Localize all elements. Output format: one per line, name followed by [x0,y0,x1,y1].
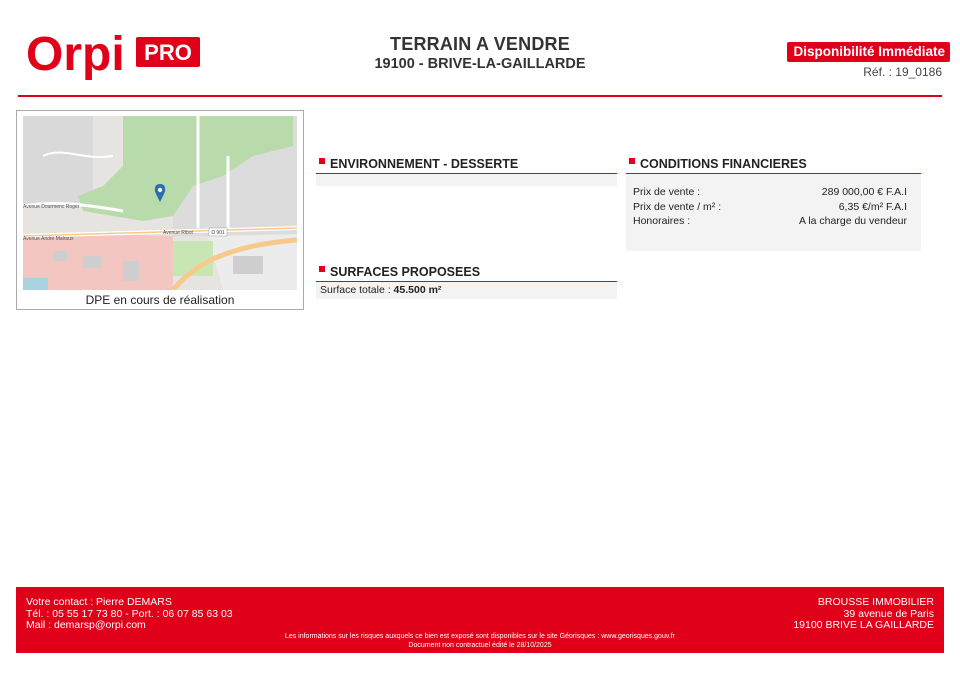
surface-label: Surface totale : [320,284,391,296]
edit-note: Document non contractuel édité le 28/10/2025 [408,641,552,649]
contact-phone[interactable]: Tél. : 05 55 17 73 80 - Port. : 06 07 85 63 03 [26,607,233,620]
section-surfaces [316,264,617,299]
map-street-label: Avenue André Malraux [23,236,74,242]
logo-pro-text: PRO [144,40,192,65]
reference-number: Réf. : 19_0186 [863,65,942,79]
footer [16,587,944,653]
header-divider [18,95,942,97]
dpe-caption: DPE en cours de réalisation [85,293,235,307]
section-body [626,174,921,251]
row-value: 6,35 €/m² F.A.I [838,200,907,213]
agency-city: 19100 BRIVE LA GAILLARDE [793,619,934,631]
page-title: TERRAIN A VENDRE [390,34,570,54]
section-financial [626,156,921,251]
surface-value: 45.500 m² [393,284,442,296]
price-row [633,186,907,201]
availability-badge: Disponibilité Immédiate [787,42,950,62]
contact-name: Votre contact : Pierre DEMARS [26,596,172,608]
agency-block [793,597,934,632]
fees-row [633,215,907,230]
page-subtitle: 19100 - BRIVE-LA-GAILLARDE [374,56,586,72]
section-body [316,282,617,299]
section-title: SURFACES PROPOSEES [330,265,481,279]
location-map [23,116,297,290]
bullet-icon [319,266,325,272]
title-block [300,34,660,72]
contact-email[interactable]: Mail : demarsp@orpi.com [26,619,146,631]
map-route-label: D 901 [211,230,225,236]
bullet-icon [319,158,325,164]
bullet-icon [629,158,635,164]
section-title: CONDITIONS FINANCIERES [640,157,807,171]
section-body [316,174,617,186]
section-title: ENVIRONNEMENT - DESSERTE [330,157,519,171]
contact-block [26,597,233,632]
row-label: Honoraires : [633,215,691,227]
row-value: 289 000,00 € F.A.I [821,186,907,198]
legal-notes [16,633,944,650]
row-label: Prix de vente : [633,186,701,198]
row-value: A la charge du vendeur [799,215,907,227]
section-environment [316,156,617,186]
agency-street: 39 avenue de Paris [843,607,934,620]
logo-orpi-text: Orpi [26,28,125,81]
agency-name: BROUSSE IMMOBILIER [817,596,934,608]
price-per-m2-row [633,201,907,216]
map-road-label: Avenue Ribot [163,230,193,236]
map-street-label: Avenue Dourmenc Roger [23,204,80,210]
risk-note: Les informations sur les risques auxquels ce bien est exposé sont disponibles sur le site Géorisques : www.georisques.gouv.fr [284,633,676,640]
orpi-pro-logo [26,24,202,82]
map-panel [16,110,304,310]
row-label: Prix de vente / m² : [633,200,722,213]
